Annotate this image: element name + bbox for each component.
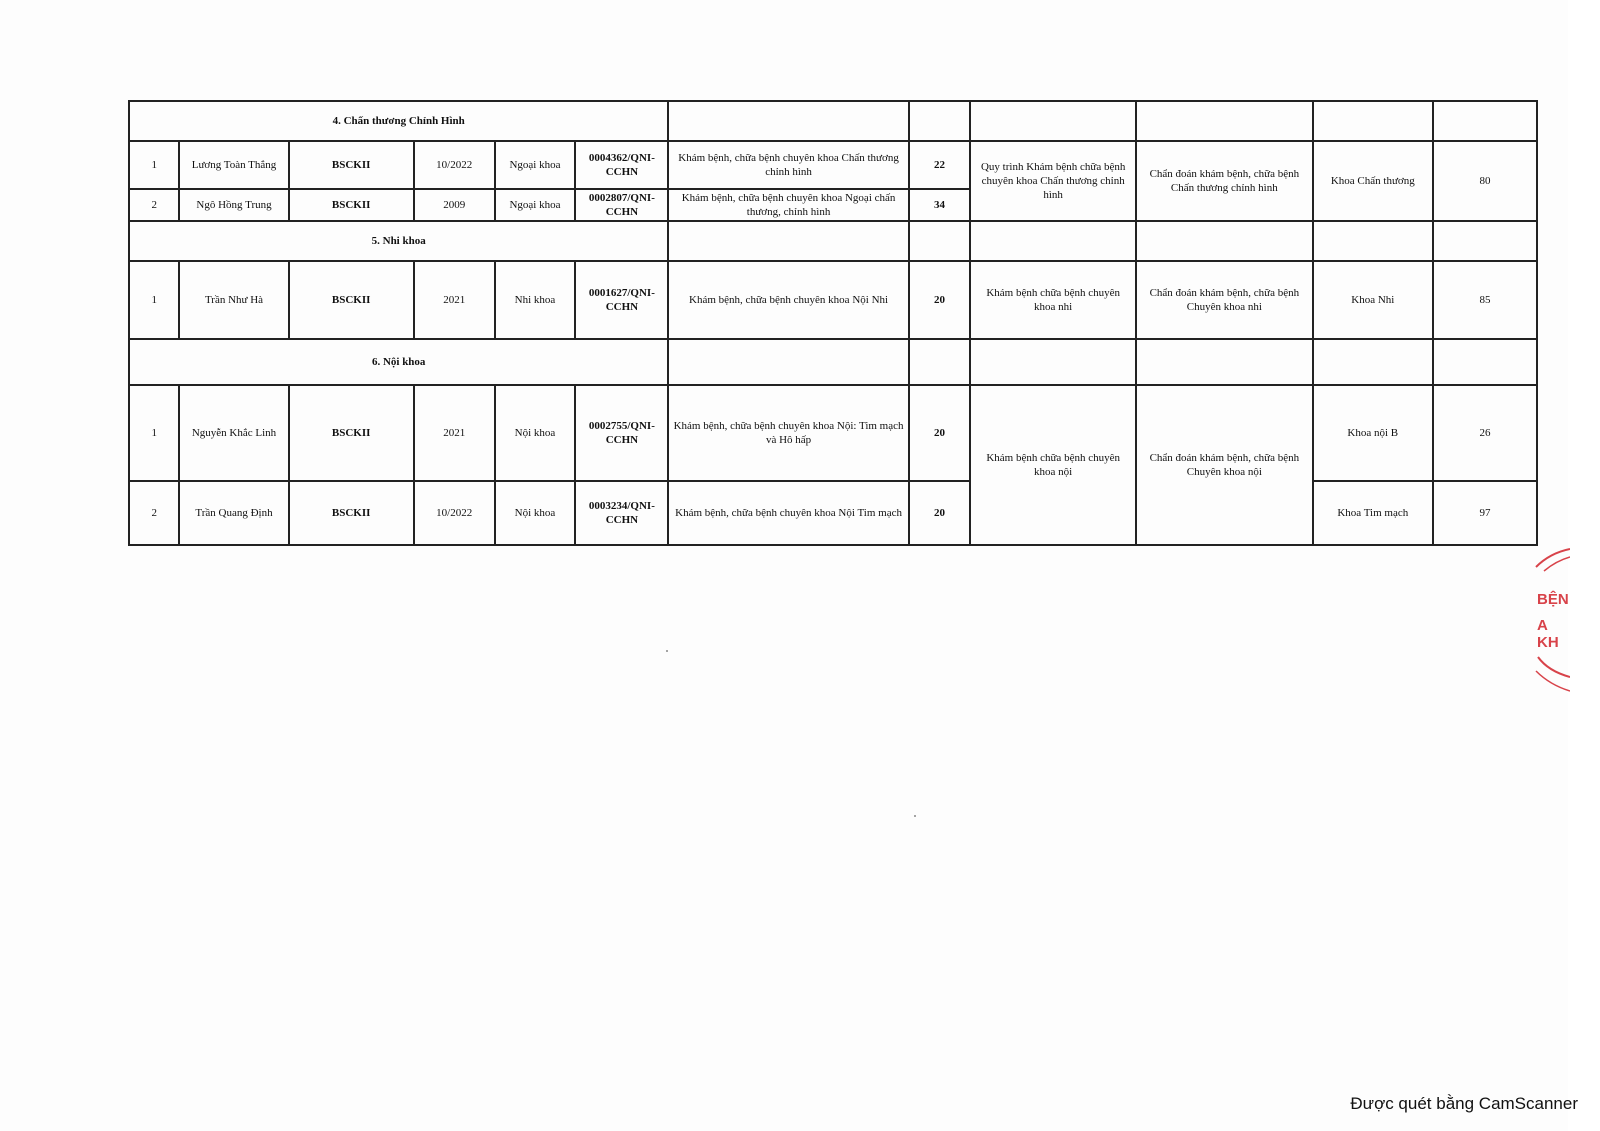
department-cell: Khoa nội B [1313,385,1433,481]
diagnosis-cell: Chẩn đoán khám bệnh, chữa bệnh Chuyên khoa nhi [1136,261,1313,339]
number-cell: 34 [909,189,971,221]
specialty-cell: Ngoại khoa [495,141,576,189]
degree-cell: BSCKII [289,189,414,221]
diagnosis-cell: Chẩn đoán khám bệnh, chữa bệnh Chuyên khoa nội [1136,385,1313,545]
year-cell: 2021 [414,385,495,481]
department-cell: Khoa Nhi [1313,261,1433,339]
stamp-text: A KH [1537,617,1559,651]
specialty-cell: Nội khoa [495,481,576,545]
diagnosis-cell: Chẩn đoán khám bệnh, chữa bệnh Chấn thương chỉnh hình [1136,141,1313,221]
department-cell: Khoa Chấn thương [1313,141,1433,221]
degree-cell: BSCKII [289,481,414,545]
cert-cell: 0002807/QNI-CCHN [575,189,668,221]
cert-cell: 0003234/QNI-CCHN [575,481,668,545]
degree-cell: BSCKII [289,261,414,339]
section-title: 5. Nhi khoa [129,221,668,261]
table-row [129,261,1537,339]
last-cell: 97 [1433,481,1537,545]
scope-cell: Khám bệnh, chữa bệnh chuyên khoa Nội Nhi [668,261,908,339]
procedure-cell: Khám bệnh chữa bệnh chuyên khoa nhi [970,261,1136,339]
year-cell: 2021 [414,261,495,339]
scope-cell: Khám bệnh, chữa bệnh chuyên khoa Nội: Tim mạch và Hô hấp [668,385,908,481]
staff-table [128,100,1538,546]
procedure-cell: Khám bệnh chữa bệnh chuyên khoa nội [970,385,1136,545]
degree-cell: BSCKII [289,141,414,189]
specialty-cell: Ngoại khoa [495,189,576,221]
name-cell: Nguyễn Khắc Linh [179,385,288,481]
scanner-watermark: Được quét bằng CamScanner [1350,1094,1578,1113]
red-stamp-image [1530,545,1570,715]
table-row [129,141,1537,189]
section-header-row [129,101,1537,141]
year-cell: 2009 [414,189,495,221]
page-margin [1568,0,1600,1131]
number-cell: 20 [909,481,971,545]
number-cell: 20 [909,385,971,481]
stt-cell: 2 [129,189,179,221]
stt-cell: 2 [129,481,179,545]
cert-cell: 0004362/QNI-CCHN [575,141,668,189]
stt-cell: 1 [129,141,179,189]
name-cell: Ngô Hồng Trung [179,189,288,221]
last-cell: 85 [1433,261,1537,339]
last-cell: 26 [1433,385,1537,481]
department-cell: Khoa Tim mạch [1313,481,1433,545]
section-title: 6. Nội khoa [129,339,668,385]
year-cell: 10/2022 [414,481,495,545]
section-title: 4. Chấn thương Chỉnh Hình [129,101,668,141]
procedure-cell: Quy trình Khám bệnh chữa bệnh chuyên khoa Chấn thương chỉnh hình [970,141,1136,221]
scope-cell: Khám bệnh, chữa bệnh chuyên khoa Chấn thương chỉnh hình [668,141,908,189]
stt-cell: 1 [129,385,179,481]
scan-speck [914,815,916,817]
scope-cell: Khám bệnh, chữa bệnh chuyên khoa Ngoại chấn thương, chỉnh hình [668,189,908,221]
number-cell: 20 [909,261,971,339]
section-header-row [129,221,1537,261]
table-row [129,481,1537,545]
number-cell: 22 [909,141,971,189]
stamp-text: BỆN [1537,591,1569,608]
stt-cell: 1 [129,261,179,339]
year-cell: 10/2022 [414,141,495,189]
cert-cell: 0001627/QNI-CCHN [575,261,668,339]
scope-cell: Khám bệnh, chữa bệnh chuyên khoa Nội Tim mạch [668,481,908,545]
last-cell: 80 [1433,141,1537,221]
section-header-row [129,339,1537,385]
name-cell: Trần Quang Định [179,481,288,545]
table-row [129,385,1537,481]
cert-cell: 0002755/QNI-CCHN [575,385,668,481]
scan-speck [666,650,668,652]
degree-cell: BSCKII [289,385,414,481]
name-cell: Lương Toàn Thắng [179,141,288,189]
name-cell: Trần Như Hà [179,261,288,339]
specialty-cell: Nội khoa [495,385,576,481]
specialty-cell: Nhi khoa [495,261,576,339]
